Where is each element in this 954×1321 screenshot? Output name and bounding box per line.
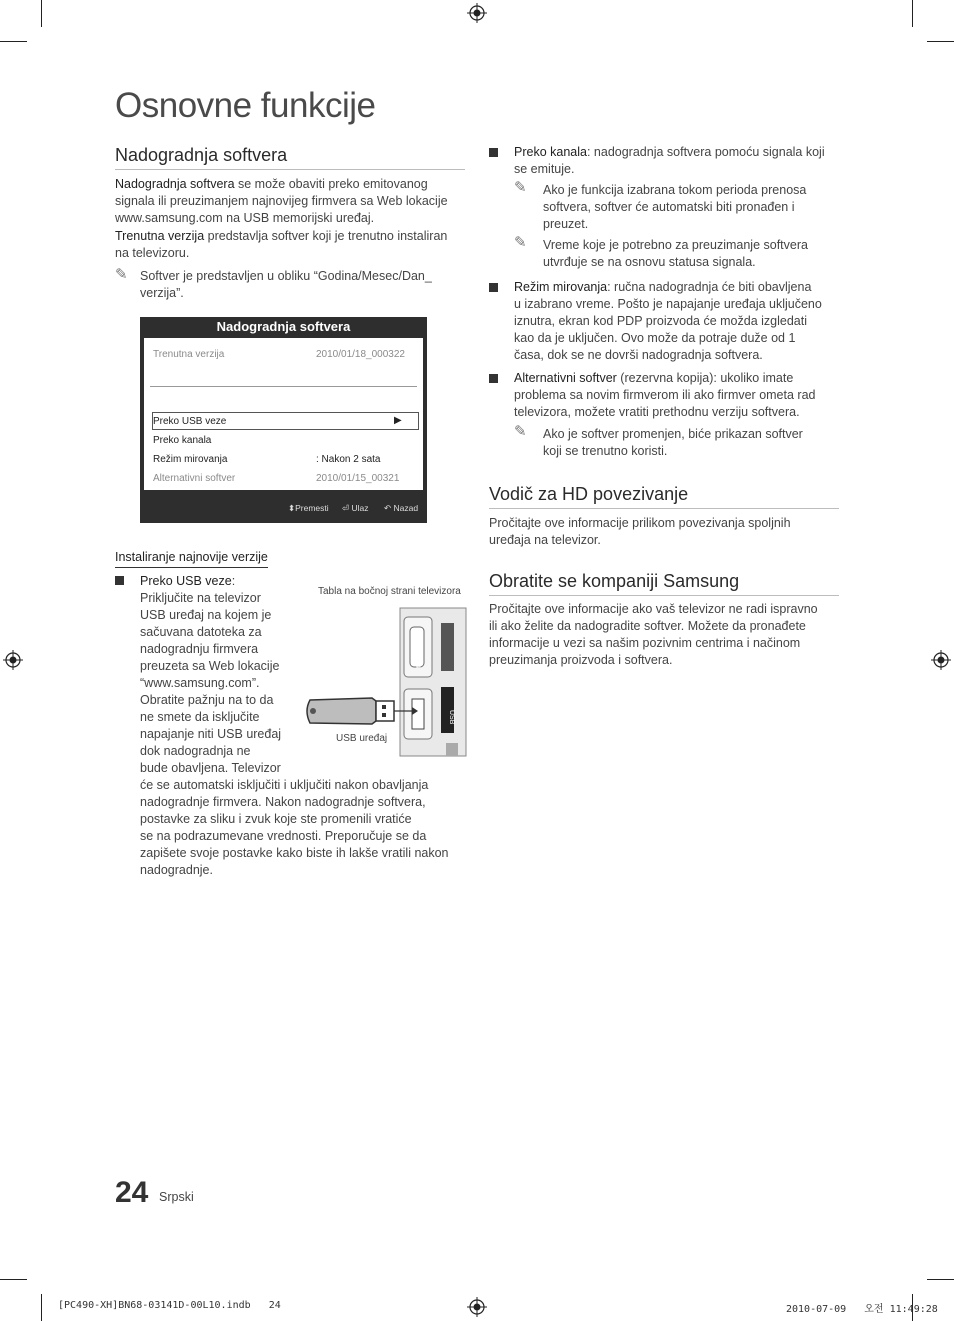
bullet-square xyxy=(115,576,124,585)
registration-mark-icon xyxy=(467,1297,487,1317)
menu-item-usb[interactable]: Preko USB veze xyxy=(153,416,227,427)
note-download-time: ✎ Vreme koje je potrebno za preuzimanje softvera utvrđuje se na osnovu statusa signala. xyxy=(514,234,808,269)
usb-connection-illustration xyxy=(300,603,470,758)
crop-mark xyxy=(41,0,42,27)
crop-mark xyxy=(912,0,913,27)
menu-title: Nadogradnja softvera xyxy=(216,319,351,334)
bullet-square xyxy=(489,148,498,157)
bullet-alternative-software: Alternativni softver (rezervna kopija): ukoliko imate problema sa novim firmverom ili ako firmver ometa rad televizora, možete vratiti prethodnu verziju softvera. xyxy=(514,371,816,419)
menu-item-standby[interactable]: Režim mirovanja xyxy=(153,454,228,465)
note-software-changed: ✎ Ako je softver promenjen, biće prikazan softver koji se trenutno koristi. xyxy=(514,423,803,458)
return-icon: ↶ xyxy=(384,503,394,513)
page-number: 24 xyxy=(115,1176,149,1209)
bullet-via-channel: Preko kanala: nadogradnja softvera pomoću signala koji se emituje. xyxy=(514,145,825,176)
term-current-version: Trenutna verzija xyxy=(115,229,205,243)
registration-mark-icon xyxy=(467,3,487,23)
note-version-format: ✎ Softver je predstavljen u obliku “Godina/Mesec/Dan_ verzija”. xyxy=(115,266,432,300)
tv-menu-software-upgrade xyxy=(140,317,427,523)
note-auto-found: ✎ Ako je funkcija izabrana tokom perioda prenosa softvera, softver će automatski biti pronađen i preuzet. xyxy=(514,179,807,231)
menu-footer-enter: ⏎ Ulaz xyxy=(342,503,369,513)
contact-samsung-paragraph: Pročitajte ove informacije ako vaš televizor ne radi ispravno ili ako želite da nadogradite softver. Možete da pronađete informacije u vezi sa našim pozivnim centrima i načinom preuzimanja proizvoda i softvera. xyxy=(489,602,818,667)
intro-paragraph: Nadogradnja softvera se može obaviti preko emitovanog signala ili preuzimanjem najnovijeg firmvera sa Web lokacije www.samsung.com na USB memorijski uređaj. xyxy=(115,177,448,225)
registration-mark-icon xyxy=(931,650,951,670)
subheading-install-latest: Instaliranje najnovije verzije xyxy=(115,549,268,568)
bullet-square xyxy=(489,283,498,292)
section-title-hd-connection: Vodič za HD povezivanje xyxy=(489,484,839,509)
menu-item-alternative-value: 2010/01/15_00321 xyxy=(316,473,400,484)
current-version-paragraph: Trenutna verzija predstavlja softver koji je trenutno instaliran na televizoru. xyxy=(115,229,448,260)
note-pencil-icon: ✎ xyxy=(514,423,527,440)
menu-divider xyxy=(150,386,417,387)
footer-file-info: [PC490-XH]BN68-03141D-00L10.indb 24 xyxy=(58,1300,281,1311)
figure-caption-usb-device: USB uređaj xyxy=(336,733,388,744)
footer-date-info: 2010-07-09 오전 11:49:28 xyxy=(786,1304,938,1315)
hd-connection-paragraph: Pročitajte ove informacije prilikom povezivanja spoljnih uređaja na televizor. xyxy=(489,516,791,547)
usb-paragraph: Preko USB veze: Priključite na televizor USB uređaj na kojem je sačuvana datoteka za nadogradnju firmvera preuzeta sa Web lokacije “www.samsung.com”. Obratite pažnju na to da ne smete da isključite napajanje niti USB uređaj dok nadogradnja ne bude obavljena. Televizor xyxy=(140,574,282,775)
page-title: Osnovne funkcije xyxy=(115,86,376,125)
enter-icon: ⏎ xyxy=(342,503,352,513)
term-software-upgrade: Nadogradnja softvera xyxy=(115,177,235,191)
menu-item-standby-value: : Nakon 2 sata xyxy=(316,454,381,465)
port-label-usb: USB xyxy=(448,710,455,725)
menu-item-channel[interactable]: Preko kanala xyxy=(153,435,212,446)
menu-item-alternative[interactable]: Alternativni softver xyxy=(153,473,236,484)
menu-current-version-value: 2010/01/18_000322 xyxy=(316,349,405,360)
registration-mark-icon xyxy=(3,650,23,670)
crop-mark xyxy=(0,1279,27,1280)
menu-current-version-label: Trenutna verzija xyxy=(153,349,225,360)
page-language: Srpski xyxy=(159,1190,194,1204)
term-via-channel: Preko kanala xyxy=(514,145,587,159)
menu-footer-move: ⬍Premesti xyxy=(288,503,329,513)
note-pencil-icon: ✎ xyxy=(514,179,527,196)
section-title-software-upgrade: Nadogradnja softvera xyxy=(115,145,465,170)
crop-mark xyxy=(41,1294,42,1321)
term-alternative-software: Alternativni softver xyxy=(514,371,617,385)
figure-caption-side-panel: Tabla na bočnoj strani televizora xyxy=(318,586,461,597)
crop-mark xyxy=(927,41,954,42)
crop-mark xyxy=(927,1279,954,1280)
note-pencil-icon: ✎ xyxy=(115,266,128,283)
term-via-usb: Preko USB veze xyxy=(140,574,232,588)
usb-paragraph-continued: će se automatski isključiti i uključiti nakon obavljanja nadogradnje firmvera. Nakon nadogradnje softvera, postavke za sliku i zvuk koje ste promenili vratiće se na podrazumevane vrednosti. Preporučuje se da zapišete svoje postavke kako biste ih lakše vratili nakon nadogradnje. xyxy=(140,778,449,877)
port-label-hdmi: HDMI IN 4 xyxy=(414,640,420,669)
menu-panel xyxy=(144,338,423,490)
bullet-standby-mode: Režim mirovanja: ručna nadogradnja će biti obavljena u izabrano vreme. Pošto je napajanje uređaja uključeno iznutra, ekran kod PDP proizvoda će možda izgledati kao da je uključen. Ovo može da potraje duže od 1 časa, dok se ne dovrši nadogradnja softvera. xyxy=(514,280,822,362)
section-title-contact-samsung: Obratite se kompaniji Samsung xyxy=(489,571,839,596)
term-standby-mode: Režim mirovanja xyxy=(514,280,608,294)
menu-item-arrow-icon: ▶ xyxy=(394,415,402,426)
note-pencil-icon: ✎ xyxy=(514,234,527,251)
bullet-square xyxy=(489,374,498,383)
updown-arrow-icon: ⬍ xyxy=(288,503,296,513)
crop-mark xyxy=(0,41,27,42)
menu-footer-back: ↶ Nazad xyxy=(384,503,419,513)
